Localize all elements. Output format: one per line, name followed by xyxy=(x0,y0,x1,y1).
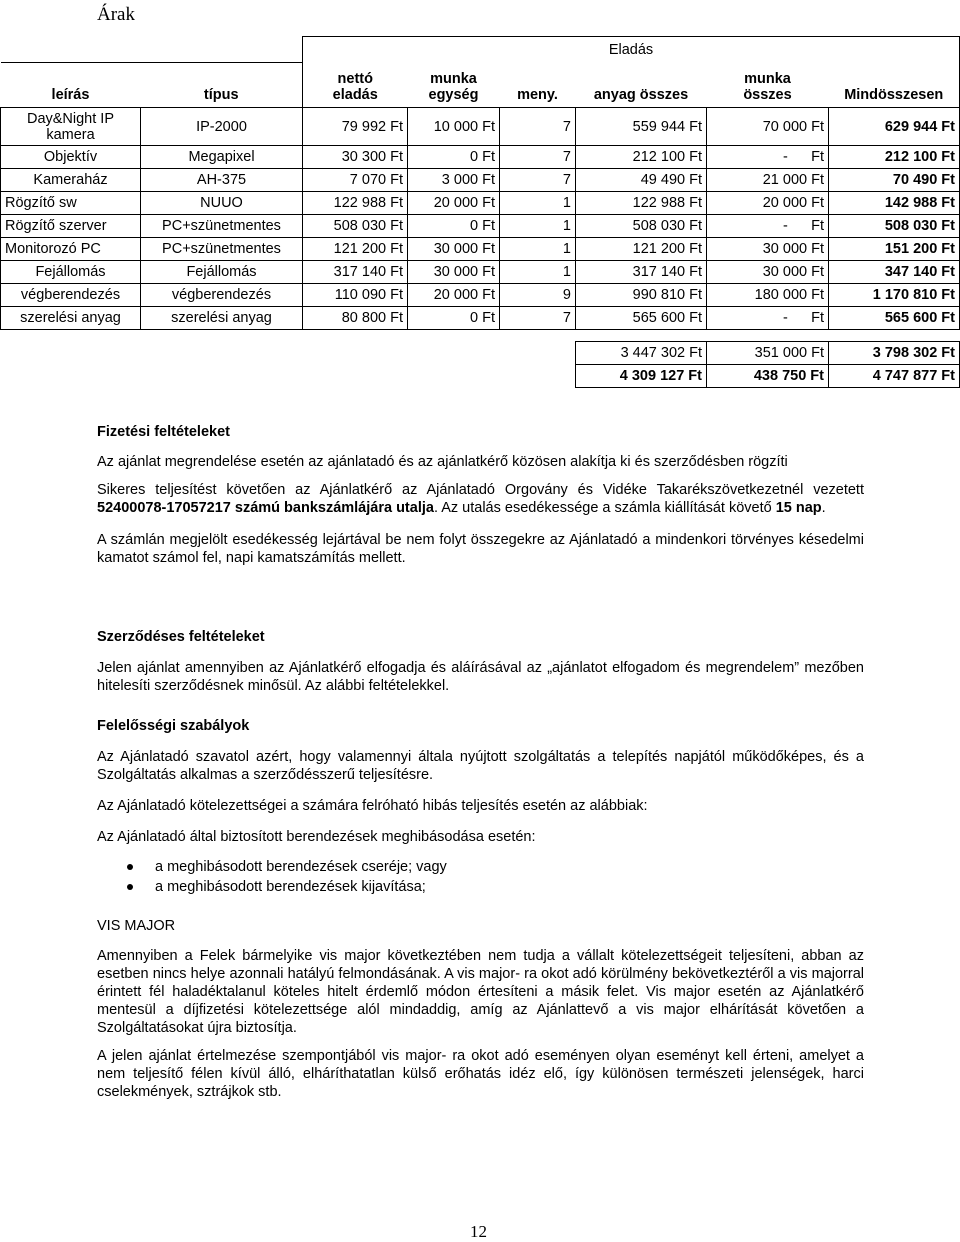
cell-tipus: Megapixel xyxy=(141,146,303,169)
list-item: a meghibásodott berendezések cseréje; vagy xyxy=(97,857,864,877)
cell-leiras: Monitorozó PC xyxy=(1,238,141,261)
col-header-munka-osszes: munka összes xyxy=(743,71,792,103)
col-header-leiras: leírás xyxy=(1,63,141,108)
col-header-tipus: típus xyxy=(141,63,303,108)
cell-leiras: Fejállomás xyxy=(1,261,141,284)
cell-netto: 122 988 Ft xyxy=(303,192,408,215)
total-munka: 351 000 Ft xyxy=(707,342,829,365)
cell-meny: 7 xyxy=(500,146,576,169)
total-mindosszesen: 3 798 302 Ft xyxy=(829,342,960,365)
cell-leiras: szerelési anyag xyxy=(1,307,141,330)
liability-paragraph-2: Az Ajánlatadó kötelezettségei a számára felróható hibás teljesítés esetén az alábbiak: xyxy=(97,798,648,814)
cell-netto: 508 030 Ft xyxy=(303,215,408,238)
total-munka: 438 750 Ft xyxy=(707,365,829,388)
group-header-eladas: Eladás xyxy=(303,37,960,63)
total-anyag: 4 309 127 Ft xyxy=(576,365,707,388)
cell-meny: 1 xyxy=(500,215,576,238)
cell-munka-osszes: 180 000 Ft xyxy=(707,284,829,307)
table-row xyxy=(1,215,960,238)
col-header-meny: meny. xyxy=(517,87,558,103)
cell-netto: 7 070 Ft xyxy=(303,169,408,192)
totals-row xyxy=(1,342,960,365)
contract-paragraph: Jelen ajánlat amennyiben az Ajánlatkérő elfogadja és aláírásával az „ajánlatot elfogadom és megrendelem” mezőben hitelesíti szerződésnek minősül. Az alábbi feltételekkel. xyxy=(97,660,864,694)
cell-leiras: Rögzítő sw xyxy=(1,192,141,215)
cell-anyag: 121 200 Ft xyxy=(576,238,707,261)
total-anyag: 3 447 302 Ft xyxy=(576,342,707,365)
cell-anyag: 212 100 Ft xyxy=(576,146,707,169)
liability-section xyxy=(97,717,864,897)
cell-mindosszesen: 565 600 Ft xyxy=(829,307,960,330)
cell-anyag: 565 600 Ft xyxy=(576,307,707,330)
cell-anyag: 990 810 Ft xyxy=(576,284,707,307)
col-header-munka-egyseg: munka egység xyxy=(428,71,479,103)
cell-meny: 1 xyxy=(500,238,576,261)
liability-paragraph-3: Az Ajánlatadó által biztosított berendezések meghibásodása esetén: xyxy=(97,829,536,845)
cell-mindosszesen: 151 200 Ft xyxy=(829,238,960,261)
cell-munka-osszes: 70 000 Ft xyxy=(707,108,829,146)
table-row xyxy=(1,261,960,284)
payment-title: Fizetési feltételeket xyxy=(97,424,230,440)
payment-paragraph-2: Sikeres teljesítést követően az Ajánlatkérő az Ajánlatadó Orgovány és Vidéke Takarékszövetkezetnél vezetett 52400078-17057217 számú bankszámlájára utalja. Az utalás esedékessége a számla kiállítását követő 15 nap. xyxy=(97,482,864,516)
table-row xyxy=(1,238,960,261)
cell-tipus: szerelési anyag xyxy=(141,307,303,330)
cell-munka: 0 Ft xyxy=(408,146,500,169)
cell-mindosszesen: 1 170 810 Ft xyxy=(829,284,960,307)
cell-munka-osszes: - Ft xyxy=(707,215,829,238)
cell-munka: 0 Ft xyxy=(408,307,500,330)
cell-meny: 1 xyxy=(500,192,576,215)
cell-munka: 20 000 Ft xyxy=(408,192,500,215)
cell-mindosszesen: 142 988 Ft xyxy=(829,192,960,215)
cell-mindosszesen: 347 140 Ft xyxy=(829,261,960,284)
table-row xyxy=(1,146,960,169)
cell-meny: 7 xyxy=(500,169,576,192)
cell-munka-osszes: 21 000 Ft xyxy=(707,169,829,192)
cell-munka: 10 000 Ft xyxy=(408,108,500,146)
cell-tipus: IP-2000 xyxy=(141,108,303,146)
bullet-list xyxy=(97,857,864,897)
cell-tipus: Fejállomás xyxy=(141,261,303,284)
liability-paragraph-1: Az Ajánlatadó szavatol azért, hogy valamennyi általa nyújtott szolgáltatás a telepítés napjától működőképes, és a Szolgáltatás alkalmas a szerződésszerű teljesítésre. xyxy=(97,749,864,783)
contract-section xyxy=(97,628,864,695)
cell-tipus: végberendezés xyxy=(141,284,303,307)
cell-mindosszesen: 212 100 Ft xyxy=(829,146,960,169)
cell-tipus: AH-375 xyxy=(141,169,303,192)
cell-netto: 121 200 Ft xyxy=(303,238,408,261)
cell-netto: 79 992 Ft xyxy=(303,108,408,146)
cell-munka-osszes: - Ft xyxy=(707,307,829,330)
cell-munka-osszes: - Ft xyxy=(707,146,829,169)
cell-anyag: 122 988 Ft xyxy=(576,192,707,215)
cell-munka: 3 000 Ft xyxy=(408,169,500,192)
cell-munka: 30 000 Ft xyxy=(408,261,500,284)
payment-paragraph-3: A számlán megjelölt esedékesség lejártával be nem folyt összegekre az Ajánlatadó a mindenkori törvényes késedelmi kamatot számol fel, napi kamatszámítás mellett. xyxy=(97,532,864,566)
cell-netto: 317 140 Ft xyxy=(303,261,408,284)
cell-munka-osszes: 20 000 Ft xyxy=(707,192,829,215)
cell-leiras: Kameraház xyxy=(1,169,141,192)
cell-netto: 80 800 Ft xyxy=(303,307,408,330)
col-header-netto: nettó eladás xyxy=(303,63,408,108)
table-header-row xyxy=(1,63,960,108)
table-row xyxy=(1,307,960,330)
cell-meny: 7 xyxy=(500,108,576,146)
cell-mindosszesen: 508 030 Ft xyxy=(829,215,960,238)
cell-leiras: végberendezés xyxy=(1,284,141,307)
cell-munka-osszes: 30 000 Ft xyxy=(707,238,829,261)
table-row xyxy=(1,192,960,215)
contract-title: Szerződéses feltételeket xyxy=(97,629,265,645)
cell-anyag: 317 140 Ft xyxy=(576,261,707,284)
col-header-mindosszesen: Mindösszesen xyxy=(829,63,960,108)
cell-tipus: PC+szünetmentes xyxy=(141,215,303,238)
payment-section xyxy=(97,423,864,567)
cell-mindosszesen: 70 490 Ft xyxy=(829,169,960,192)
cell-anyag: 559 944 Ft xyxy=(576,108,707,146)
bullet-icon xyxy=(127,884,133,890)
cell-leiras: Rögzítő szerver xyxy=(1,215,141,238)
cell-leiras: Objektív xyxy=(1,146,141,169)
price-table xyxy=(0,36,960,388)
cell-meny: 1 xyxy=(500,261,576,284)
table-row xyxy=(1,108,960,146)
cell-munka-osszes: 30 000 Ft xyxy=(707,261,829,284)
total-mindosszesen: 4 747 877 Ft xyxy=(829,365,960,388)
vis-major-paragraph-2: A jelen ajánlat értelmezése szempontjából vis major- ra okot adó eseményen olyan eseményt kell érteni, amelyet a nem teljesítő félen kívül álló, elháríthatatlan külső erőhatás idéz elő, így különösen természeti jelenségek, harci cselekmények, sztrájkok stb. xyxy=(97,1048,864,1100)
page-number: 12 xyxy=(470,1222,487,1241)
table-row xyxy=(1,284,960,307)
payment-paragraph-1: Az ajánlat megrendelése esetén az ajánlatadó és az ajánlatkérő közösen alakítja ki és szerződésben rögzíti xyxy=(97,454,788,470)
vis-major-section xyxy=(97,917,864,1101)
cell-munka: 0 Ft xyxy=(408,215,500,238)
cell-meny: 9 xyxy=(500,284,576,307)
cell-mindosszesen: 629 944 Ft xyxy=(829,108,960,146)
cell-netto: 110 090 Ft xyxy=(303,284,408,307)
vis-major-paragraph-1: Amennyiben a Felek bármelyike vis major következtében nem tudja a vállalt kötelezettségeit teljesíteni, abban az esetben nincs helye azonnali hatályú felmondásának. A vis major- ra okot adó körülmény bekövetkeztéről a vis majorral érintett fél haladéktalanul köteles hitelt érdemlő módon értesíteni a másik felet. Vis major esetén az Ajánlatkérő mentesül a díjfizetési kötelezettsége alól mindaddig, amíg az Ajánlattevő a vis major elhárítását követően a Szolgáltatásokat újra biztosítja. xyxy=(97,948,864,1036)
bullet-icon xyxy=(127,864,133,870)
table-row xyxy=(1,169,960,192)
totals-row xyxy=(1,365,960,388)
cell-munka: 30 000 Ft xyxy=(408,238,500,261)
cell-netto: 30 300 Ft xyxy=(303,146,408,169)
col-header-anyag: anyag összes xyxy=(593,87,689,103)
cell-anyag: 49 490 Ft xyxy=(576,169,707,192)
list-item: a meghibásodott berendezések kijavítása; xyxy=(97,877,864,897)
page-heading: Árak xyxy=(97,4,135,25)
cell-leiras: Day&Night IP kamera xyxy=(1,108,141,146)
cell-tipus: PC+szünetmentes xyxy=(141,238,303,261)
cell-tipus: NUUO xyxy=(141,192,303,215)
cell-munka: 20 000 Ft xyxy=(408,284,500,307)
cell-anyag: 508 030 Ft xyxy=(576,215,707,238)
vis-major-title: VIS MAJOR xyxy=(97,918,176,934)
liability-title: Felelősségi szabályok xyxy=(97,718,250,734)
cell-meny: 7 xyxy=(500,307,576,330)
